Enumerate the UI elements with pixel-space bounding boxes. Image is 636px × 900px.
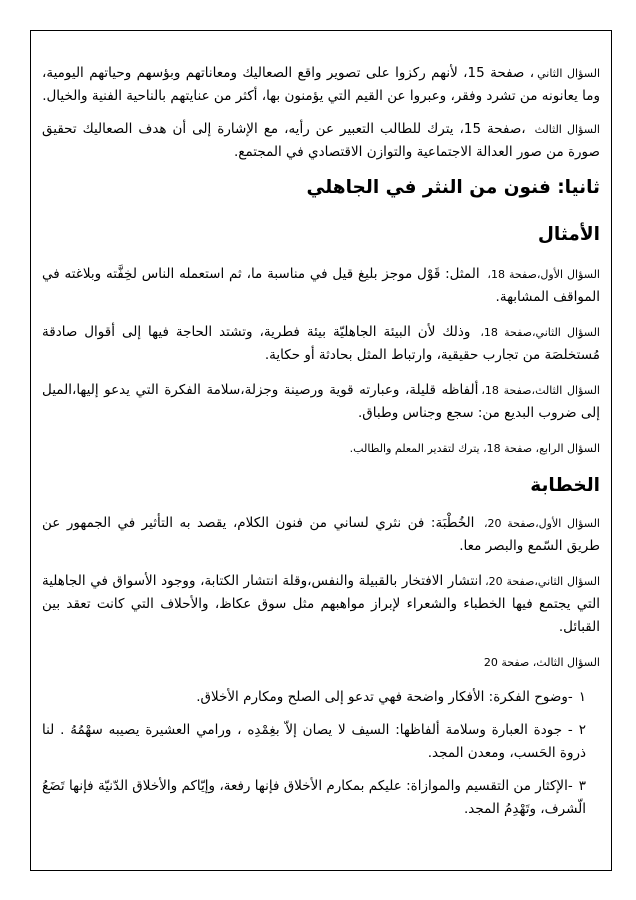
list-item: [42, 686, 600, 709]
answer-paragraph: [42, 321, 600, 367]
list-text: -وضوح الفكرة: الأفكار واضحة فهي تدعو إلى الصلح ومكارم الأخلاق.: [196, 688, 573, 705]
answer-text: ، صفحة 15، لأنهم ركزوا على تصوير واقع الصعاليك ومعاناتهم وبؤسهم وحياتهم اليومية، وما يعانونه من تشرد وفقر، وعبروا عن القيم التي يؤمنون بها، أكثر من عنايتهم بالناحية الفنية والخيال.: [42, 65, 600, 104]
answer-paragraph: [42, 118, 600, 164]
question-label: السؤال الثالث،صفحة 18،: [481, 383, 600, 397]
question-label: السؤال الثاني،صفحة 18،: [480, 325, 600, 339]
question-label: السؤال الثاني: [537, 67, 601, 80]
list-text: - جودة العبارة وسلامة ألفاظها: السيف لا يصان إلاّ بغِمْدِه ، ورامي العشيرة يصيبه سهْمُهُ . لنا ذروة الحَسب، ومعدن المجد.: [42, 721, 586, 761]
subsection-heading-khutba: الخطابة: [530, 474, 600, 496]
list-text: -الإكثار من التقسيم والموازاة: عليكم بمكارم الأخلاق فإنها رفعة، وإيّاكم والأخلاق الدّنيّة فإنها تَضَعُ الّشرف، وتَهْدِمُ المجد.: [42, 777, 586, 817]
answer-paragraph: [42, 263, 600, 309]
question-label: السؤال الثالث، صفحة 20: [483, 655, 600, 669]
question-label: السؤال الرابع، صفحة 18، يترك لتقدير المعلم والطالب.: [349, 441, 600, 455]
answer-text: انتشار الافتخار بالقبيلة والنفس،وقلة انتشار الكتابة، ووجود الأسواق في الجاهلية التي يجتمع فيها الخطباء والشعراء لإبراز مواهبهم مثل سوق عكاظ، والأحلاف التي كانت تعقد بين القبائل.: [42, 572, 600, 635]
answer-text: ألفاظه قليلة، وعبارته قوية ورصينة وجزلة،سلامة الفكرة التي يدعو إليها،الميل إلى ضروب البديع من: سجع وجناس وطباق.: [42, 381, 600, 421]
answer-paragraph: [42, 570, 600, 639]
answer-text: الخُطْبَة: فن نثري لساني من فنون الكلام، يقصد به التأثير في الجمهور عن طريق السّمع والبصر معا.: [42, 514, 600, 554]
list-item: [42, 719, 600, 765]
answer-paragraph: [42, 62, 600, 108]
question-label: السؤال الأول،صفحة 20،: [483, 516, 600, 530]
section-heading: ثانيا: فنون من النثر في الجاهلي: [306, 177, 600, 198]
answer-text: ،صفحة 15، يترك للطالب التعبير عن رأيه، مع الإشارة إلى أن هدف الصعاليك تحقيق صورة من صور العدالة الاجتماعية والتوازن الاقتصادي في المجتمع.: [42, 121, 600, 160]
answer-paragraph: [42, 651, 600, 674]
answer-paragraph: [42, 437, 600, 460]
subsection-heading-amthal: الأمثال: [537, 223, 600, 245]
answer-text: وذلك لأن البيئة الجاهليّة بيئة فطرية، وتشتد الحاجة فيها إلى أقوال صادقة مُستخلصَة من تجارب حقيقية، وارتباط المثل بحادثة أو حكاية.: [42, 323, 600, 363]
list-item: [42, 775, 600, 821]
question-label: السؤال الثالث: [534, 123, 600, 136]
answer-paragraph: [42, 379, 600, 425]
list-number: ١: [578, 688, 586, 705]
answer-paragraph: [42, 512, 600, 558]
list-number: ٢: [578, 721, 586, 738]
list-number: ٣: [578, 777, 586, 794]
answer-text: المثل: قَوْل موجز بليغ قيل في مناسبة ما، ثم استعمله الناس لخِفَّته وبلاغته في المواقف المشابهة.: [42, 265, 600, 305]
characteristics-list: [42, 686, 600, 821]
document-body: [42, 62, 600, 831]
question-label: السؤال الثاني،صفحة 20،: [485, 574, 600, 588]
question-label: السؤال الأول،صفحة 18،: [487, 267, 600, 281]
